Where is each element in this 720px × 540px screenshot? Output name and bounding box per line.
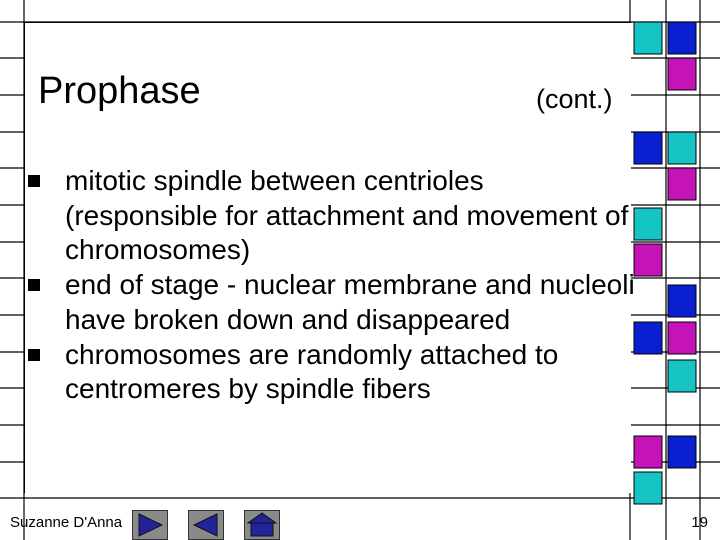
decorative-square <box>668 58 696 90</box>
decorative-square <box>668 132 696 164</box>
bullet-list <box>20 164 635 407</box>
square-bullet-icon <box>28 175 40 187</box>
decorative-square <box>634 132 662 164</box>
bullet-item <box>20 338 635 407</box>
bullet-text: chromosomes are randomly attached to centromeres by spindle fibers <box>65 338 559 405</box>
decorative-square <box>668 436 696 468</box>
home-button[interactable] <box>244 510 280 540</box>
page-number: 19 <box>691 514 708 531</box>
decorative-square <box>634 472 662 504</box>
play-forward-icon <box>133 511 167 539</box>
decorative-square <box>668 360 696 392</box>
slide-subtitle: (cont.) <box>536 84 613 114</box>
square-bullet-icon <box>28 279 40 291</box>
decorative-square <box>668 285 696 317</box>
decorative-square <box>668 22 696 54</box>
decorative-square <box>634 322 662 354</box>
decorative-square <box>668 168 696 200</box>
home-icon <box>245 511 279 539</box>
decorative-square <box>634 22 662 54</box>
slide-title: Prophase <box>38 70 201 112</box>
footer-author: Suzanne D'Anna <box>10 514 123 531</box>
decorative-square <box>668 322 696 354</box>
decorative-square <box>634 436 662 468</box>
play-back-icon <box>189 511 223 539</box>
decorative-square <box>634 244 662 276</box>
previous-slide-button[interactable] <box>188 510 224 540</box>
bullet-item <box>20 164 635 268</box>
bullet-text: end of stage - nuclear membrane and nucleoli have broken down and disappeared <box>65 269 635 335</box>
square-bullet-icon <box>28 349 40 361</box>
bullet-text: mitotic spindle between centrioles (responsible for attachment and movement of chromosomes) <box>65 165 629 266</box>
bullet-item <box>20 268 635 337</box>
next-slide-button[interactable] <box>132 510 168 540</box>
decorative-square <box>634 208 662 240</box>
